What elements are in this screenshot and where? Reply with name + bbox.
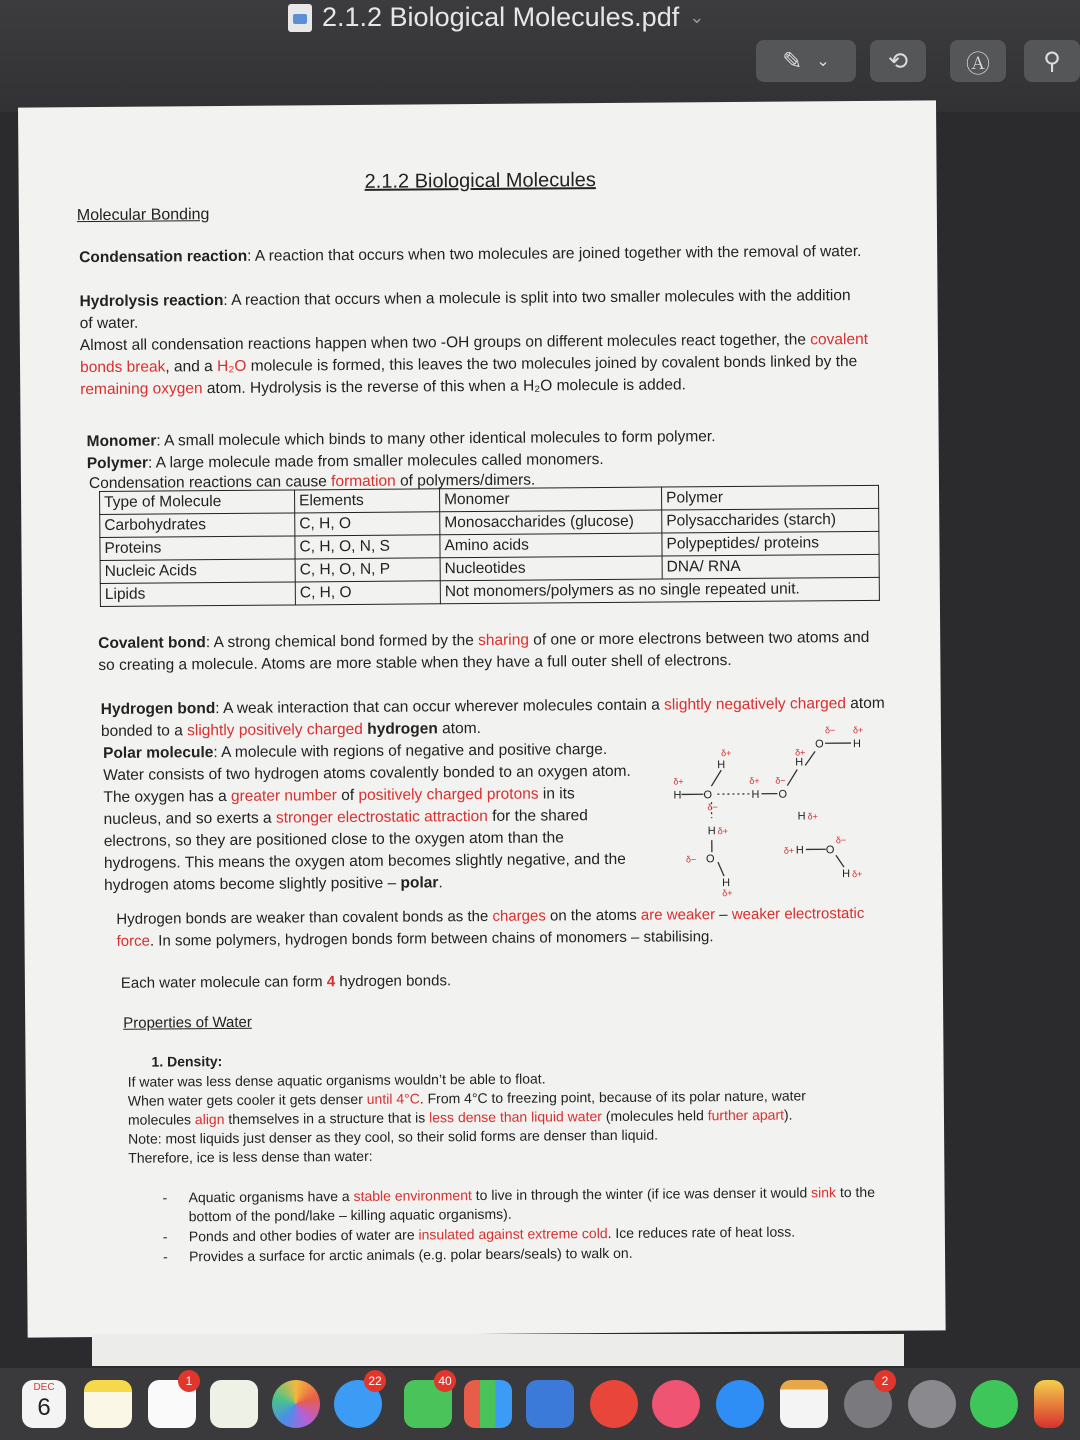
hydrogen-atom: H [751, 788, 760, 801]
facetime-app-icon[interactable]: 40 [404, 1380, 452, 1428]
maps-app-icon[interactable] [210, 1380, 258, 1428]
oxygen-atom: O [703, 789, 713, 802]
numbers-app-icon[interactable] [464, 1380, 512, 1428]
paragraph-polymer: Polymer: A large molecule made from smaller molecules called monomers. [86, 451, 604, 473]
positive-charge-label: δ+ [717, 826, 729, 837]
calculator-app-icon[interactable] [780, 1380, 828, 1428]
positive-charge-label: δ+ [721, 748, 732, 759]
document-title-menu[interactable] [288, 2, 704, 33]
hydrogen-atom: H [842, 868, 851, 881]
markup-pen-button[interactable] [756, 40, 856, 82]
list-item: - Provides a surface for arctic animals (e.g. polar bears/seals) to walk on. [163, 1242, 883, 1267]
density-bullet-list [163, 1183, 884, 1268]
pdf-page [18, 100, 946, 1337]
chevron-down-icon: ⌄ [816, 53, 830, 70]
paragraph-polar-molecule: Polar molecule: A molecule with regions of negative and positive charge. Water consists of two hydrogen atoms covalently bonded to an oxygen atom. The oxygen has a greater number of positively charged protons in its nucleus, and so exerts a stronger electrostatic attraction for the shared electrons, so they are positioned close to the oxygen atom than the hydrogens. This means the oxygen atom becomes slightly negative, and the hydrogen atoms become slightly positive – polar. [103, 740, 631, 894]
window-title: 2.1.2 Biological Molecules.pdf [322, 2, 680, 32]
messages-app-icon[interactable]: 22 [334, 1380, 382, 1428]
app-store-icon[interactable] [716, 1380, 764, 1428]
oxygen-atom: O [825, 844, 835, 857]
table-cell: C, H, O [295, 581, 440, 605]
rotate-icon: ⟲ [887, 47, 909, 75]
positive-charge-label: δ+ [795, 747, 806, 758]
section-molecular-bonding: Molecular Bonding [76, 206, 210, 225]
table-cell: Not monomers/polymers as no single repeated unit. [440, 577, 879, 603]
photos-app-icon[interactable] [272, 1380, 320, 1428]
hydrogen-atom: H [795, 756, 804, 769]
window-titlebar [0, 0, 1080, 112]
rotate-button[interactable] [870, 40, 926, 82]
table-cell: C, H, O, N, S [295, 535, 440, 559]
oxygen-atom: O [705, 853, 715, 866]
markup-button[interactable] [950, 40, 1006, 82]
pen-icon: ✎ [782, 47, 803, 75]
dock [0, 1368, 1080, 1440]
hydrogen-atom: H [797, 810, 806, 823]
table-cell: Nucleotides [440, 556, 662, 581]
hydrogen-atom: H [795, 844, 804, 857]
chevron-down-icon: ⌄ [689, 7, 705, 27]
hydrogen-atom: H [852, 738, 862, 751]
table-cell: C, H, O, N, P [295, 558, 440, 582]
paragraph-condensation-cause: Condensation reactions can cause formation of polymers/dimers. [88, 471, 536, 493]
list-item: - Aquatic organisms have a stable environment to live in through the winter (if ice was denser it would sink to the bottom of the pond/lake – killing aquatic organisms). [163, 1183, 883, 1227]
hydrogen-atom: H [707, 825, 716, 838]
hydrogen-atom: H [673, 789, 682, 802]
positive-charge-label: δ+ [807, 811, 818, 822]
system-settings-icon[interactable]: 2 [844, 1380, 892, 1428]
pencil-app-icon[interactable] [1034, 1380, 1064, 1428]
search-button[interactable] [1024, 40, 1080, 82]
list-item: - Ponds and other bodies of water are insulated against extreme cold. Ice reduces rate of heat loss. [163, 1222, 883, 1247]
keychain-app-icon[interactable] [908, 1380, 956, 1428]
calendar-app-icon[interactable]: DEC 6 [22, 1380, 66, 1428]
reminders-app-icon[interactable]: 1 [148, 1380, 196, 1428]
paragraph-condensation: Condensation reaction: A reaction that occurs when two molecules are joined together with the removal of water. [79, 242, 862, 267]
table-header: Type of Molecule [100, 490, 295, 515]
table-cell: Monosaccharides (glucose) [440, 510, 662, 535]
positive-charge-label: δ+ [852, 724, 864, 736]
keynote-app-icon[interactable] [526, 1380, 574, 1428]
table-header: Polymer [662, 485, 879, 510]
whatsapp-app-icon[interactable] [970, 1380, 1018, 1428]
oxygen-atom: O [778, 788, 788, 801]
news-app-icon[interactable] [590, 1380, 638, 1428]
paragraph-hydrolysis: Hydrolysis reaction: A reaction that occurs when a molecule is split into two smaller molecules with the addition of water. [79, 287, 851, 333]
table-cell: Lipids [100, 582, 295, 607]
hydrogen-atom: H [722, 877, 731, 890]
markup-circle-icon: Ⓐ [966, 50, 990, 78]
paragraph-four-bonds: Each water molecule can form 4 hydrogen bonds. [120, 972, 452, 992]
molecules-table [99, 485, 880, 607]
negative-charge-label: δ− [685, 854, 697, 865]
table-cell: Polysaccharides (starch) [662, 508, 879, 533]
negative-charge-label: δ− [707, 802, 718, 813]
table-cell: Amino acids [440, 533, 662, 558]
music-app-icon[interactable] [652, 1380, 700, 1428]
next-pdf-page [92, 1334, 904, 1366]
positive-charge-label: δ+ [749, 775, 760, 786]
table-cell: C, H, O [295, 512, 440, 536]
positive-charge-label: δ+ [852, 868, 863, 880]
paragraph-covalent-bond: Covalent bond: A strong chemical bond formed by the sharing of one or more electrons between two atoms and so creating a molecule. Atoms are more stable when they have a full outer shell of electrons. [98, 628, 870, 674]
pdf-file-icon [288, 4, 312, 32]
density-heading: 1. Density: [151, 1053, 223, 1070]
negative-charge-label: δ− [775, 775, 786, 786]
search-icon: ⚲ [1043, 47, 1061, 75]
positive-charge-label: δ+ [673, 776, 684, 787]
table-header: Elements [295, 489, 440, 513]
positive-charge-label: δ+ [722, 888, 733, 899]
negative-charge-label: δ− [824, 725, 836, 736]
paragraph-monomer: Monomer: A small molecule which binds to many other identical molecules to form polymer. [86, 428, 716, 451]
paragraph-hydrogen-bond: Hydrogen bond: A weak interaction that can occur wherever molecules contain a slightly negatively charged atom bonded to a slightly positively charged hydrogen atom. [100, 694, 885, 740]
paragraph-density: If water was less dense aquatic organisms wouldn’t be able to float. When water gets cooler it gets denser until 4°C. From 4°C to freezing point, because of its polar nature, water molecules align themselves in a structure that is less dense than liquid water (molecules held further apart). Note: most liquids just denser as they cool, so their solid forms are denser than liquid. Therefore, ice is less dense than water: [127, 1070, 806, 1166]
paragraph-hydrogen-weaker: Hydrogen bonds are weaker than covalent bonds as the charges on the atoms are weaker – weaker electrostatic force. In some polymers, hydrogen bonds form between chains of monomers – stabilising. [116, 904, 865, 950]
notes-app-icon[interactable] [84, 1380, 132, 1428]
paragraph-condensation-detail: Almost all condensation reactions happen when two -OH groups on different molecules react together, the covalent bonds break, and a H₂O molecule is formed, this leaves the two molecules joined by covalent bonds linked by the remaining oxygen atom. Hydrolysis is the reverse of this when a H₂O molecule is added. [79, 330, 869, 399]
table-cell: DNA/ RNA [662, 554, 879, 579]
hydrogen-atom: H [717, 759, 726, 772]
table-cell: Carbohydrates [100, 513, 295, 538]
table-row [100, 577, 879, 606]
table-cell: Nucleic Acids [100, 559, 295, 584]
table-header: Monomer [440, 487, 662, 512]
hydrogen-bond-diagram [645, 721, 886, 903]
oxygen-atom: O [814, 738, 824, 751]
document-heading: 2.1.2 Biological Molecules [364, 169, 596, 193]
section-properties-of-water: Properties of Water [123, 1013, 252, 1032]
negative-charge-label: δ− [835, 835, 847, 846]
table-cell: Polypeptides/ proteins [662, 531, 879, 556]
table-cell: Proteins [100, 536, 295, 561]
positive-charge-label: δ+ [783, 845, 795, 856]
